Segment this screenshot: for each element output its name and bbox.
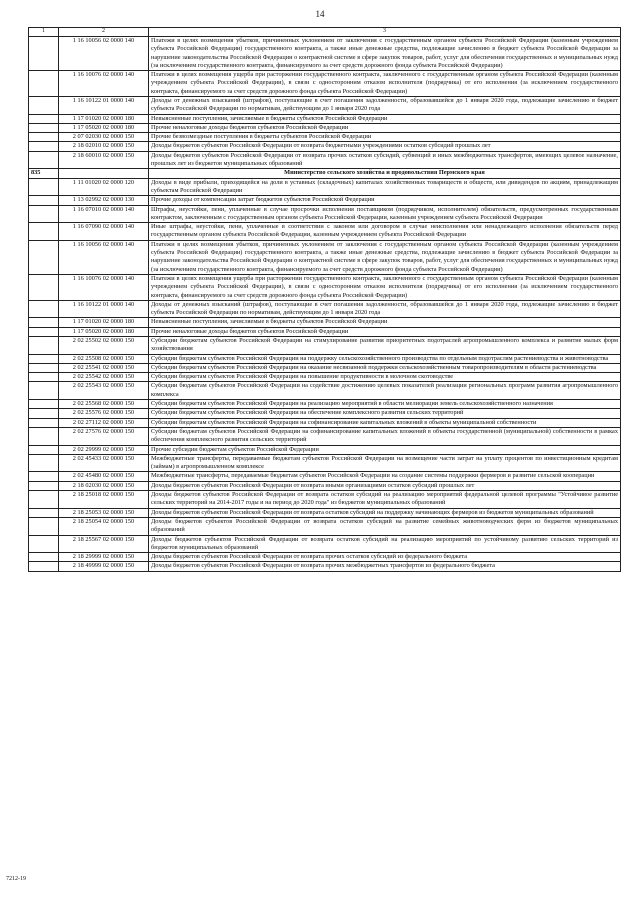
admin-code-cell: 835: [29, 169, 59, 178]
description-cell: Невыясненные поступления, зачисляемые в бюджеты субъектов Российской Федерации: [149, 318, 621, 327]
admin-code-cell: [29, 327, 59, 336]
description-cell: Платежи в целях возмещения ущерба при расторжении государственного контракта, заключенного с государственным органом субъекта Российской Федерации (казенным учреждением субъекта Российской Федерации), в связи с односторонним отказом исполнителя (подрядчика) от его исполнения (за исключением государственного контракта, финансируемого за счет средств дорожного фонда субъекта Российской Федерации): [149, 71, 621, 97]
ministry-row: [29, 169, 621, 178]
revenue-code-cell: 2 18 49999 02 0000 150: [59, 562, 149, 571]
admin-code-cell: [29, 300, 59, 318]
description-cell: Доходы бюджетов субъектов Российской Федерации от возврата прочих межбюджетных трансфертов из федерального бюджета: [149, 562, 621, 571]
admin-code-cell: [29, 363, 59, 372]
description-cell: Платежи в целях возмещения ущерба при расторжении государственного контракта, заключенного с государственным органом субъекта Российской Федерации (казенным учреждением субъекта Российской Федерации), в связи с односторонним отказом исполнителя (подрядчика) от его исполнения (за исключением государственного контракта, финансируемого за счет средств дорожного фонда субъекта Российской Федерации): [149, 274, 621, 300]
revenue-code-cell: 2 18 02030 02 0000 150: [59, 481, 149, 490]
admin-code-cell: [29, 223, 59, 241]
description-cell: Субсидии бюджетам субъектов Российской Федерации на оказание несвязанной поддержки сельскохозяйственным товаропроизводителям в области растениеводства: [149, 363, 621, 372]
revenue-code-cell: 1 16 10122 01 0000 140: [59, 300, 149, 318]
admin-code-cell: [29, 481, 59, 490]
admin-code-cell: [29, 354, 59, 363]
admin-code-cell: [29, 196, 59, 205]
description-cell: Доходы бюджетов субъектов Российской Федерации от возврата иными организациями остатков субсидий прошлых лет: [149, 481, 621, 490]
revenue-code-cell: 2 18 60010 02 0000 150: [59, 151, 149, 169]
table-row: [29, 363, 621, 372]
revenue-code-cell: 1 16 10122 01 0000 140: [59, 96, 149, 114]
revenue-code-cell: 2 18 25054 02 0000 150: [59, 517, 149, 535]
revenue-code-cell: 2 18 29999 02 0000 150: [59, 553, 149, 562]
revenue-code-cell: 2 02 27576 02 0000 150: [59, 427, 149, 445]
admin-code-cell: [29, 123, 59, 132]
revenue-code-cell: 1 16 10056 02 0000 140: [59, 36, 149, 70]
table-row: [29, 508, 621, 517]
revenue-code-cell: 1 13 02992 02 0000 130: [59, 196, 149, 205]
table-row: [29, 454, 621, 472]
table-row: [29, 553, 621, 562]
table-row: [29, 562, 621, 571]
description-cell: Субсидии бюджетам субъектов Российской Федерации на обеспечение комплексного развития сельских территорий: [149, 409, 621, 418]
description-cell: Иные штрафы, неустойки, пени, уплаченные в соответствии с законом или договором в случае неисполнения или ненадлежащего исполнения обязательств перед государственным органом субъекта Российской Федерации, казенным учреждением субъекта Российской Федерации: [149, 223, 621, 241]
revenue-code-cell: 1 17 05020 02 0000 180: [59, 123, 149, 132]
table-row: [29, 491, 621, 509]
description-cell: Доходы бюджетов субъектов Российской Федерации от возврата бюджетными учреждениями остатков субсидий прошлых лет: [149, 142, 621, 151]
admin-code-cell: [29, 205, 59, 223]
table-row: [29, 223, 621, 241]
table-row: [29, 418, 621, 427]
description-cell: Доходы бюджетов субъектов Российской Федерации от возврата остатков субсидий на реализацию мероприятий по устойчивому развитию сельских территорий из бюджетов муниципальных образований: [149, 535, 621, 553]
table-row: [29, 400, 621, 409]
description-cell: Субсидии бюджетам субъектов Российской Федерации на поддержку сельскохозяйственного производства по отдельным подотраслям растениеводства и животноводства: [149, 354, 621, 363]
admin-code-cell: [29, 445, 59, 454]
admin-code-cell: [29, 71, 59, 97]
table-row: [29, 427, 621, 445]
table-row: [29, 96, 621, 114]
description-cell: Штрафы, неустойки, пени, уплаченные в случае просрочки исполнения поставщиком (подрядчиком, исполнителем) обязательств, предусмотренных государственным контрактом, заключенным с государственным органом субъекта Российской Федерации, казенным учреждением субъекта Российской Федерации: [149, 205, 621, 223]
revenue-code-cell: 1 16 10076 02 0000 140: [59, 274, 149, 300]
admin-code-cell: [29, 418, 59, 427]
header-col-3: 3: [149, 28, 621, 37]
table-row: [29, 240, 621, 274]
admin-code-cell: [29, 535, 59, 553]
admin-code-cell: [29, 96, 59, 114]
table-row: [29, 373, 621, 382]
revenue-code-cell: 2 02 25508 02 0000 150: [59, 354, 149, 363]
admin-code-cell: [29, 142, 59, 151]
table-row: [29, 36, 621, 70]
table-row: [29, 517, 621, 535]
revenue-code-cell: 1 17 01020 02 0000 180: [59, 318, 149, 327]
revenue-code-cell: 2 02 25502 02 0000 150: [59, 337, 149, 355]
table-row: [29, 178, 621, 196]
description-cell: Доходы бюджетов субъектов Российской Федерации от возврата остатков субсидий на развитие семейных животноводческих ферм из бюджетов муниципальных образований: [149, 517, 621, 535]
admin-code-cell: [29, 427, 59, 445]
revenue-code-cell: 2 02 25542 02 0000 150: [59, 373, 149, 382]
description-cell: Невыясненные поступления, зачисляемые в бюджеты субъектов Российской Федерации: [149, 114, 621, 123]
description-cell: Доходы бюджетов субъектов Российской Федерации от возврата остатков субсидий на поддержку начинающих фермеров из бюджетов муниципальных образований: [149, 508, 621, 517]
table-row: [29, 151, 621, 169]
table-row: [29, 354, 621, 363]
table-header-row: [29, 28, 621, 37]
admin-code-cell: [29, 274, 59, 300]
description-cell: Платежи в целях возмещения убытков, причиненных уклонением от заключения с государственным органом субъекта Российской Федерации (казенным учреждением субъекта Российской Федерации) государственного контракта, а также иные денежные средства, подлежащие зачислению в бюджет субъекта Российской Федерации за нарушение законодательства Российской Федерации о контрактной системе в сфере закупок товаров, работ, услуг для обеспечения государственных и муниципальных нужд (за исключением государственного контракта, финансируемого за счет средств дорожного фонда субъекта Российской Федерации): [149, 36, 621, 70]
revenue-code-cell: 2 18 25053 02 0000 150: [59, 508, 149, 517]
admin-code-cell: [29, 553, 59, 562]
revenue-code-cell: 2 02 27112 02 0000 150: [59, 418, 149, 427]
table-row: [29, 382, 621, 400]
table-row: [29, 337, 621, 355]
admin-code-cell: [29, 400, 59, 409]
revenue-code-cell: 2 02 25568 02 0000 150: [59, 400, 149, 409]
revenue-code-cell: 2 02 45433 02 0000 150: [59, 454, 149, 472]
revenue-code-cell: 2 18 02010 02 0000 150: [59, 142, 149, 151]
revenue-code-cell: 2 18 25018 02 0000 150: [59, 491, 149, 509]
admin-code-cell: [29, 562, 59, 571]
description-cell: Прочие неналоговые доходы бюджетов субъектов Российской Федерации: [149, 123, 621, 132]
revenue-code-cell: 2 02 25576 02 0000 150: [59, 409, 149, 418]
description-cell: Прочие неналоговые доходы бюджетов субъектов Российской Федерации: [149, 327, 621, 336]
description-cell: Прочие субсидии бюджетам субъектов Российской Федерации: [149, 445, 621, 454]
revenue-code-cell: 2 02 25543 02 0000 150: [59, 382, 149, 400]
admin-code-cell: [29, 382, 59, 400]
table-row: [29, 205, 621, 223]
revenue-code-cell: 1 16 10056 02 0000 140: [59, 240, 149, 274]
description-cell: Доходы от денежных взысканий (штрафов), поступающие в счет погашения задолженности, образовавшейся до 1 января 2020 года, подлежащие зачислению в бюджет субъекта Российской Федерации по нормативам, действующим до 1 января 2020 года: [149, 96, 621, 114]
revenue-code-cell: 1 11 01020 02 0000 120: [59, 178, 149, 196]
header-col-1: 1: [29, 28, 59, 37]
header-col-2: 2: [59, 28, 149, 37]
table-body: [29, 28, 621, 572]
admin-code-cell: [29, 491, 59, 509]
description-cell: Субсидии бюджетам субъектов Российской Федерации на стимулирование развития приоритетных подотраслей агропромышленного комплекса и развитие малых форм хозяйствования: [149, 337, 621, 355]
admin-code-cell: [29, 508, 59, 517]
description-cell: Платежи в целях возмещения убытков, причиненных уклонением от заключения с государственным органом субъекта Российской Федерации (казенным учреждением субъекта Российской Федерации) государственного контракта, а также иные денежные средства, подлежащие зачислению в бюджет субъекта Российской Федерации за нарушение законодательства Российской Федерации о контрактной системе в сфере закупок товаров, работ, услуг для обеспечения государственных и муниципальных нужд (за исключением государственного контракта, финансируемого за счет средств дорожного фонда субъекта Российской Федерации): [149, 240, 621, 274]
page-number: 14: [315, 9, 325, 19]
description-cell: Межбюджетные трансферты, передаваемые бюджетам субъектов Российской Федерации на возмещение части затрат на уплату процентов по инвестиционным кредитам (займам) в агропромышленном комплексе: [149, 454, 621, 472]
description-cell: Доходы бюджетов субъектов Российской Федерации от возврата остатков субсидий на реализацию мероприятий федеральной целевой программы "Устойчивое развитие сельских территорий на 2014-2017 годы и на период до 2020 года" из бюджетов муниципальных образований: [149, 491, 621, 509]
footer-code: 7212-19: [6, 876, 26, 882]
description-cell: Субсидии бюджетам субъектов Российской Федерации на софинансирование капитальных вложений в объекты муниципальной собственности: [149, 418, 621, 427]
admin-code-cell: [29, 114, 59, 123]
table-row: [29, 472, 621, 481]
table-row: [29, 133, 621, 142]
description-cell: Прочие доходы от компенсации затрат бюджетов субъектов Российской Федерации: [149, 196, 621, 205]
revenue-code-cell: 1 16 10076 02 0000 140: [59, 71, 149, 97]
revenue-code-cell: 1 16 07090 02 0000 140: [59, 223, 149, 241]
table-row: [29, 318, 621, 327]
admin-code-cell: [29, 517, 59, 535]
revenue-code-cell: 2 02 29999 02 0000 150: [59, 445, 149, 454]
admin-code-cell: [29, 373, 59, 382]
table-row: [29, 142, 621, 151]
description-cell: Доходы бюджетов субъектов Российской Федерации от возврата прочих остатков субсидий из федерального бюджета: [149, 553, 621, 562]
table-row: [29, 196, 621, 205]
description-cell: Доходы в виде прибыли, приходящейся на доли в уставных (складочных) капиталах хозяйственных товариществ и обществ, или дивидендов по акциям, принадлежащим субъектам Российской Федерации: [149, 178, 621, 196]
description-cell: Доходы от денежных взысканий (штрафов), поступающие в счет погашения задолженности, образовавшейся до 1 января 2020 года, подлежащие зачислению в бюджет субъекта Российской Федерации по нормативам, действующим до 1 января 2020 года: [149, 300, 621, 318]
revenue-code-cell: 2 02 25541 02 0000 150: [59, 363, 149, 372]
table-row: [29, 300, 621, 318]
table-row: [29, 327, 621, 336]
description-cell: Министерство сельского хозяйства и продовольствия Пермского края: [149, 169, 621, 178]
admin-code-cell: [29, 472, 59, 481]
revenue-code-cell: 2 07 02030 02 0000 150: [59, 133, 149, 142]
revenue-code-cell: 2 18 25567 02 0000 150: [59, 535, 149, 553]
table-row: [29, 445, 621, 454]
admin-code-cell: [29, 318, 59, 327]
table-row: [29, 71, 621, 97]
table-row: [29, 409, 621, 418]
admin-code-cell: [29, 36, 59, 70]
description-cell: Субсидии бюджетам субъектов Российской Федерации на содействие достижению целевых показателей реализации региональных программ развития агропромышленного комплекса: [149, 382, 621, 400]
description-cell: Субсидии бюджетам субъектов Российской Федерации на реализацию мероприятий в области мелиорации земель сельскохозяйственного назначения: [149, 400, 621, 409]
description-cell: Субсидии бюджетам субъектов Российской Федерации на повышение продуктивности в молочном скотоводстве: [149, 373, 621, 382]
description-cell: Субсидии бюджетам субъектов Российской Федерации на софинансирование капитальных вложений в объекты государственной (муниципальной) собственности в рамках обеспечения комплексного развития сельских территорий: [149, 427, 621, 445]
table-row: [29, 274, 621, 300]
admin-code-cell: [29, 454, 59, 472]
table-row: [29, 481, 621, 490]
table-row: [29, 114, 621, 123]
description-cell: Доходы бюджетов субъектов Российской Федерации от возврата прочих остатков субсидий, субвенций и иных межбюджетных трансфертов, имеющих целевое назначение, прошлых лет из бюджетов муниципальных образований: [149, 151, 621, 169]
admin-code-cell: [29, 240, 59, 274]
admin-code-cell: [29, 133, 59, 142]
revenue-code-cell: 1 16 07010 02 0000 140: [59, 205, 149, 223]
revenue-code-cell: 2 02 45480 02 0000 150: [59, 472, 149, 481]
description-cell: Прочие безвозмездные поступления в бюджеты субъектов Российской Федерации: [149, 133, 621, 142]
admin-code-cell: [29, 151, 59, 169]
revenue-code-table: [28, 27, 621, 572]
revenue-code-cell: 1 17 01020 02 0000 180: [59, 114, 149, 123]
table-row: [29, 123, 621, 132]
revenue-code-cell: 1 17 05020 02 0000 180: [59, 327, 149, 336]
admin-code-cell: [29, 337, 59, 355]
admin-code-cell: [29, 178, 59, 196]
description-cell: Межбюджетные трансферты, передаваемые бюджетам субъектов Российской Федерации на создание системы поддержки фермеров и развитие сельской кооперации: [149, 472, 621, 481]
admin-code-cell: [29, 409, 59, 418]
table-row: [29, 535, 621, 553]
revenue-code-cell: [59, 169, 149, 178]
